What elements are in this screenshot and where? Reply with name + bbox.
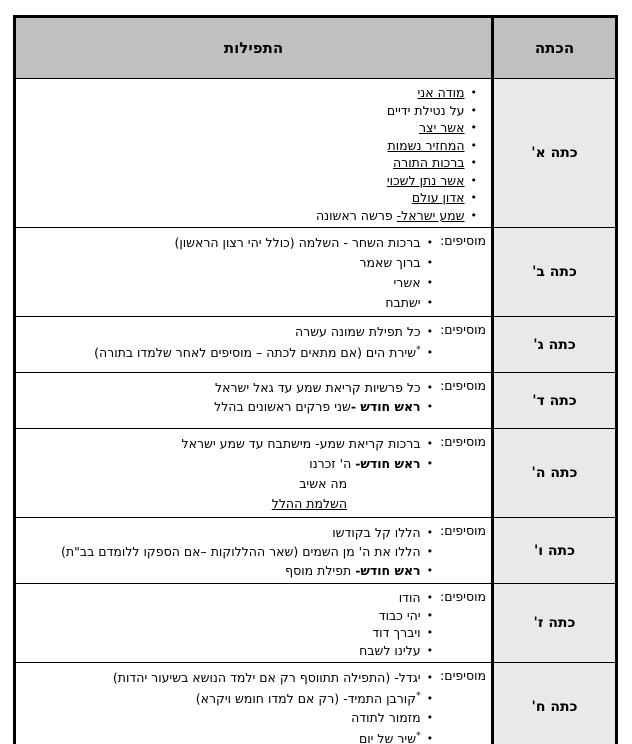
prayer-segment: ה' זכרנו — [309, 456, 356, 471]
prayers-cell — [15, 317, 493, 373]
prayer-list — [20, 84, 486, 224]
prayer-segment: כל תפילת שמונה עשרה — [294, 324, 421, 339]
prayer-segment: מזמור לתודה — [351, 710, 421, 726]
prayer-segment: מודה אני — [417, 85, 465, 100]
prayer-segment: אדון עולם — [411, 190, 465, 205]
prayers-cell — [15, 518, 493, 584]
prayer-segment: שני פרקים ראשונים בהלל — [214, 399, 351, 414]
prayer-segment: ברכות השחר - השלמה (כולל יהי רצון הראשון) — [174, 235, 421, 250]
bullet-icon: • — [426, 591, 434, 604]
prayer-segment: ישתבח — [385, 295, 421, 310]
prayers-cell — [15, 228, 493, 317]
prayer-segment: כל פרשיות קריאת שמע עד גאל ישראל — [214, 380, 421, 395]
bullet-icon: • — [470, 173, 477, 187]
prayer-item — [20, 708, 433, 727]
table-row — [15, 429, 617, 518]
prayers-cell — [15, 584, 493, 663]
prayer-segment: ויברך דוד — [372, 625, 421, 640]
bullet-icon: • — [426, 608, 434, 622]
mosifim-label: מוסיפים: — [440, 523, 486, 538]
bullet-icon: • — [426, 671, 434, 684]
prayer-item — [20, 172, 477, 190]
prayer-segment: אשר נתן לשכוי — [386, 172, 465, 188]
table-row — [15, 317, 617, 373]
prayer-segment: * — [416, 345, 421, 355]
table-row — [15, 373, 617, 429]
header-prayers-column: התפילות — [15, 17, 493, 79]
prayer-item — [20, 233, 433, 253]
prayer-item — [20, 589, 433, 607]
prayer-segment: הללו קל בקודשו — [332, 525, 421, 540]
bullet-icon: • — [426, 626, 434, 639]
bullet-icon: • — [426, 526, 434, 539]
prayer-segment: אשרי — [393, 275, 421, 290]
prayers-content — [20, 668, 486, 744]
prayer-segment: הללו את ה' מן השמים (שאר ההללוקות –אם הספקו ללומדם בב"ת) — [61, 544, 421, 559]
prayer-item — [20, 454, 433, 474]
bullet-icon: • — [426, 545, 434, 558]
prayers-cell — [15, 429, 493, 518]
prayer-segment: ראש חודש - — [350, 399, 421, 414]
prayer-item — [20, 341, 433, 362]
prayer-item — [20, 523, 433, 542]
prayers-by-class-table — [13, 15, 618, 744]
prayer-segment: הודו — [398, 590, 421, 605]
prayers-content — [20, 434, 486, 514]
header-row — [15, 17, 617, 79]
class-cell: כתה ג' — [493, 317, 617, 373]
bullet-icon: • — [426, 457, 434, 470]
prayer-segment: שמע ישראל- — [396, 207, 465, 223]
prayer-segment: השלמת ההלל — [271, 496, 348, 511]
prayer-item — [20, 119, 477, 137]
prayers-cell — [15, 79, 493, 228]
prayers-content — [20, 84, 486, 224]
bullet-icon: • — [426, 400, 434, 413]
table-row — [15, 663, 617, 744]
continuation-line — [20, 474, 433, 494]
prayer-segment: יהי כבוד — [378, 607, 421, 623]
prayer-list — [20, 668, 433, 744]
bullet-icon: • — [426, 643, 434, 657]
prayer-item — [20, 624, 433, 642]
mosifim-label: מוסיפים: — [440, 233, 486, 248]
prayer-segment: מה אשיב — [299, 476, 348, 491]
prayer-segment: * — [416, 691, 421, 701]
prayers-cell — [15, 663, 493, 744]
prayer-list — [20, 322, 433, 362]
prayers-content — [20, 233, 486, 313]
class-cell: כתה ה' — [493, 429, 617, 518]
prayer-segment: קורבן התמיד- (רק אם למדו חומש ויקרא) — [195, 691, 417, 707]
table-row — [15, 79, 617, 228]
prayer-item — [20, 154, 477, 172]
prayer-list — [20, 233, 433, 313]
prayer-segment: ברכות קריאת שמע- מישתבח עד שמע ישראל — [181, 436, 421, 451]
prayer-item — [20, 322, 433, 341]
bullet-icon: • — [426, 325, 434, 338]
prayers-content — [20, 523, 486, 580]
prayer-list — [20, 378, 433, 416]
prayer-list — [20, 434, 433, 514]
prayer-segment: תפילת מוסף — [285, 563, 356, 578]
mosifim-label: מוסיפים: — [440, 322, 486, 337]
prayer-segment: ראש חודש- — [355, 563, 421, 578]
prayer-item — [20, 727, 433, 744]
prayer-item — [20, 378, 433, 397]
prayer-segment: פרשה ראשונה — [315, 207, 397, 223]
prayer-item — [20, 642, 433, 660]
prayer-item — [20, 253, 433, 273]
class-cell: כתה ו' — [493, 518, 617, 584]
bullet-icon: • — [426, 236, 434, 249]
prayer-item — [20, 84, 477, 102]
mosifim-label: מוסיפים: — [440, 378, 486, 393]
prayer-segment: ראש חודש- — [355, 456, 421, 471]
table-row — [15, 228, 617, 317]
bullet-icon: • — [426, 711, 434, 725]
bullet-icon: • — [470, 103, 477, 117]
bullet-icon: • — [470, 121, 477, 134]
mosifim-label: מוסיפים: — [440, 434, 486, 449]
prayer-item — [20, 397, 433, 416]
bullet-icon: • — [426, 346, 434, 360]
class-cell: כתה ד' — [493, 373, 617, 429]
prayer-segment: ברוך שאמר — [359, 255, 421, 270]
mosifim-label: מוסיפים: — [440, 589, 486, 604]
bullet-icon: • — [426, 692, 434, 706]
prayers-content — [20, 589, 486, 659]
bullet-icon: • — [470, 138, 477, 152]
prayer-item — [20, 607, 433, 625]
prayer-segment: יגדל- (התפילה תתווסף רק אם ילמד הנושא בשיעור יהדות) — [112, 670, 421, 685]
prayer-segment: שיר של יום — [358, 731, 417, 744]
prayer-item — [20, 293, 433, 313]
bullet-icon: • — [426, 276, 434, 289]
prayer-item — [20, 137, 477, 155]
prayer-segment: שירת הים (אם מתאים לכתה – מוסיפים לאחר שלמדו בתורה) — [94, 345, 417, 361]
prayer-segment: המחזיר נשמות — [387, 137, 465, 153]
prayer-list — [20, 523, 433, 580]
bullet-icon: • — [470, 86, 477, 99]
prayer-item — [20, 189, 477, 207]
bullet-icon: • — [426, 732, 434, 744]
prayer-item — [20, 434, 433, 454]
bullet-icon: • — [426, 296, 434, 309]
class-cell: כתה ב' — [493, 228, 617, 317]
prayer-item — [20, 687, 433, 708]
bullet-icon: • — [470, 191, 477, 204]
prayers-content — [20, 378, 486, 416]
prayer-list — [20, 589, 433, 659]
prayer-item — [20, 561, 433, 580]
mosifim-label: מוסיפים: — [440, 668, 486, 683]
prayer-segment: על נטילת ידיים — [386, 102, 465, 118]
prayer-item — [20, 207, 477, 225]
table-body — [15, 79, 617, 744]
prayer-item — [20, 273, 433, 293]
prayer-item — [20, 668, 433, 687]
class-cell: כתה ז' — [493, 584, 617, 663]
prayer-segment: עלינו לשבח — [359, 642, 421, 658]
header-class-column: הכתה — [493, 17, 617, 79]
prayer-item — [20, 102, 477, 120]
prayer-segment: אשר יצר — [418, 120, 465, 135]
continuation-line — [20, 494, 433, 514]
bullet-icon: • — [426, 437, 434, 450]
prayer-segment: ברכות התורה — [393, 155, 465, 170]
prayer-item — [20, 542, 433, 561]
prayers-content — [20, 322, 486, 362]
bullet-icon: • — [426, 381, 434, 394]
bullet-icon: • — [426, 256, 434, 269]
table-row — [15, 584, 617, 663]
class-cell: כתה א' — [493, 79, 617, 228]
table-row — [15, 518, 617, 584]
bullet-icon: • — [470, 208, 477, 222]
prayers-cell — [15, 373, 493, 429]
bullet-icon: • — [426, 564, 434, 577]
bullet-icon: • — [470, 156, 477, 169]
prayer-segment: * — [416, 731, 421, 742]
class-cell: כתה ח' — [493, 663, 617, 744]
